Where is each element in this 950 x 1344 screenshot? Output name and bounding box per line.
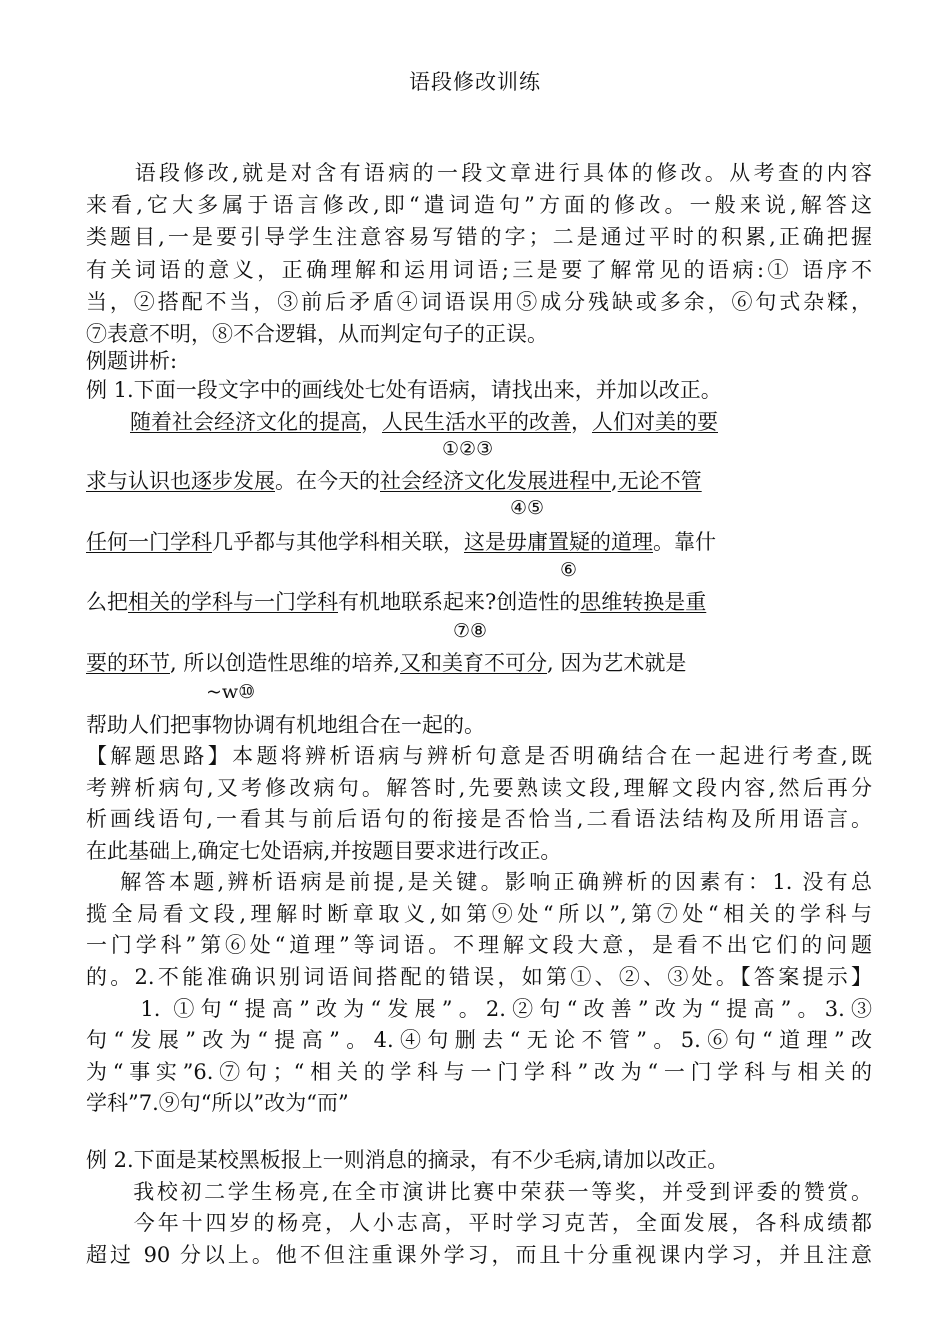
passage-text: 。在今天的 [275,469,380,493]
section-label: 例题讲析: [86,349,178,373]
passage-text: 有机地联系起来?创造性的 [338,590,581,614]
example-1-prompt: 例 1.下面一段文字中的画线处七处有语病，请找出来，并加以改正。 [86,378,722,402]
passage-line-2 [86,468,872,494]
error-segment-6: 这是毋庸置疑的道理 [464,530,653,554]
intro-line-4: 有关词语的意义，正确理解和运用词语;三是要了解常见的语病:① 语序不 [86,258,872,282]
error-segment-5-cont: 任何一门学科 [86,530,212,554]
answer-line-3: 一门学科”第⑥处“道理”等词语。不理解文段大意，是看不出它们的问题 [86,933,872,957]
passage-text: ， [361,410,382,434]
error-segment-1: 随着社会经济文化的提高 [130,410,361,434]
passage-line-1 [130,409,830,435]
analysis-line-4: 在此基础上,确定七处语病,并按题目要求进行改正。 [86,839,562,863]
intro-line-2: 来看,它大多属于语言修改,即“遣词造句”方面的修改。一般来说,解答这 [86,193,872,217]
answer-line-1: 解答本题,辨析语病是前提,是关键。影响正确辨析的因素有：1. 没有总 [86,870,872,894]
passage-text: 么把 [86,590,128,614]
intro-line-1: 语段修改,就是对含有语病的一段文章进行具体的修改。从考查的内容 [86,161,872,185]
error-markers-5: ~w⑩ [206,681,256,703]
analysis-line-3: 析画线语句,一看其与前后语句的衔接是否恰当,二看语法结构及所用语言。 [86,807,872,831]
error-markers-4: ⑦⑧ [453,620,488,642]
answer-line-4: 的。2.不能准确识别词语间搭配的错误，如第①、②、③处。【答案提示】 [86,965,872,989]
hint-line-4: 学科”7.⑨句“所以”改为“而” [86,1091,349,1115]
document-title: 语段修改训练 [409,70,541,94]
example-2-line-1: 我校初二学生杨亮,在全市演讲比赛中荣获一等奖，并受到评委的赞赏。 [86,1180,872,1204]
answer-line-2: 揽全局看文段,理解时断章取义,如第⑨处“所以”,第⑦处“相关的学科与 [86,902,872,926]
error-markers-1: ①②③ [442,438,494,460]
passage-text: , 因为艺术就是 [547,651,687,675]
error-segment-3: 人们对美的要 [592,410,718,434]
error-markers-3: ⑥ [560,559,578,581]
intro-line-6: ⑦表意不明，⑧不合逻辑，从而判定句子的正误。 [86,322,548,346]
hint-line-2: 句“发展”改为“提高”。4.④句删去“无论不管”。5.⑥句“道理”改 [86,1028,872,1052]
error-segment-5: 无论不管 [617,469,702,493]
passage-text: , 所以创造性思维的培养, [170,651,401,675]
passage-line-3 [86,529,872,555]
error-segment-8: 思维转换是重 [580,590,707,614]
hint-line-1: 1. ①句“提高”改为“发展”。2.②句“改善”改为“提高”。3.③ [86,997,872,1021]
error-segment-2: 人民生活水平的改善 [382,410,571,434]
error-segment-4: 社会经济文化发展进程中 [380,469,611,493]
example-2-prompt: 例 2.下面是某校黑板报上一则消息的摘录，有不少毛病,请加以改正。 [86,1148,729,1172]
error-segment-3-cont: 求与认识也逐步发展 [86,469,275,493]
error-segment-7: 相关的学科与一门学科 [128,590,338,614]
passage-text: 几乎都与其他学科相关联， [212,530,464,554]
passage-line-6: 帮助人们把事物协调有机地组合在一起的。 [86,713,485,737]
passage-line-5 [86,650,872,676]
intro-line-5: 当，②搭配不当，③前后矛盾④词语误用⑤成分残缺或多余，⑥句式杂糅， [86,290,872,314]
intro-line-3: 类题目,一是要引导学生注意容易写错的字；二是通过平时的积累,正确把握 [86,225,872,249]
passage-text: , [611,469,618,493]
passage-text: 。靠什 [653,530,716,554]
passage-line-4 [86,589,872,615]
analysis-line-1: 【解题思路】本题将辨析语病与辨析句意是否明确结合在一起进行考查,既 [86,744,872,768]
error-markers-2: ④⑤ [510,497,545,519]
error-segment-9: 又和美育不可分 [400,651,548,675]
example-2-line-2: 今年十四岁的杨亮，人小志高，平时学习克苦，全面发展，各科成绩都 [86,1211,872,1235]
error-segment-8-cont: 要的环节 [86,651,170,675]
hint-line-3: 为“事实”6.⑦句；“相关的学科与一门学科”改为“一门学科与相关的 [86,1060,872,1084]
example-2-line-3: 超过 90 分以上。他不但注重课外学习，而且十分重视课内学习，并且注意 [86,1243,872,1267]
analysis-line-2: 考辨析病句,又考修改病句。解答时,先要熟读文段,理解文段内容,然后再分 [86,776,872,800]
passage-text: ， [571,410,592,434]
